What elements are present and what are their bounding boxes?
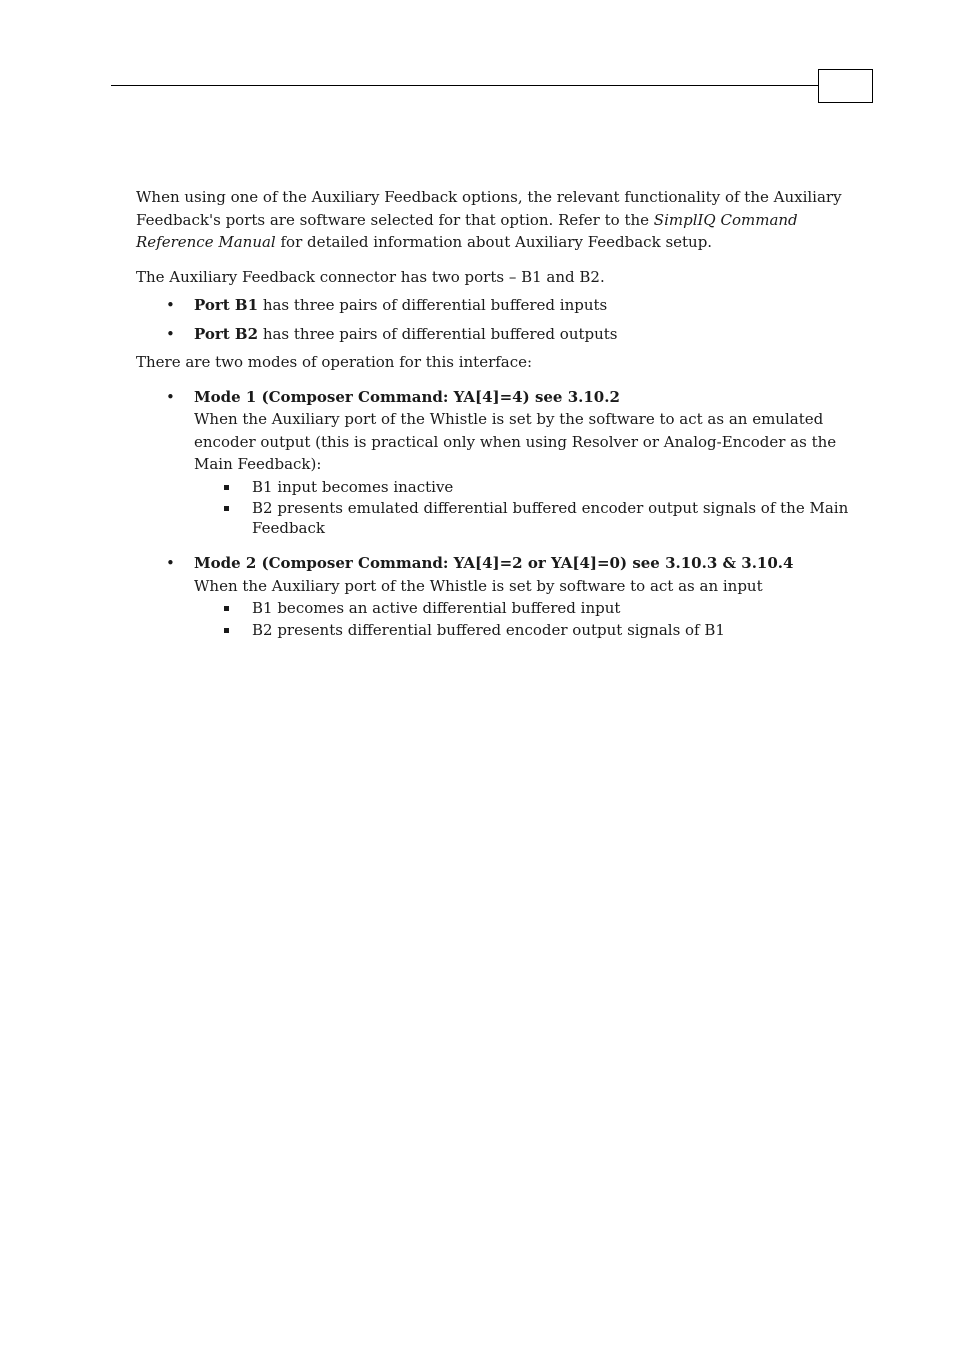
mode-1-subitem: B2 presents emulated differential buffered encoder output signals of the Main Feedback	[194, 499, 856, 538]
modes-list	[136, 386, 856, 641]
mode-1-subitem: B1 input becomes inactive	[194, 478, 856, 498]
mode-2-title: Mode 2 (Composer Command: YA[4]=2 or YA[4]=0) see 3.10.3 & 3.10.4	[194, 554, 794, 572]
port-b1-text: has three pairs of differential buffered inputs	[258, 296, 608, 314]
modes-intro: There are two modes of operation for this interface:	[136, 353, 533, 371]
mode-1-item	[136, 386, 856, 539]
port-b2-label: Port B2	[194, 324, 259, 343]
mode-2-subitem: B2 presents differential buffered encoder output signals of B1	[194, 621, 856, 641]
port-b1-label: Port B1	[194, 296, 259, 314]
port-b2-item	[136, 323, 856, 346]
mode-1-title: Mode 1 (Composer Command: YA[4]=4) see 3.10.2	[194, 387, 620, 406]
header-rule	[111, 85, 818, 86]
port-b1-item	[136, 294, 856, 317]
intro-paragraph	[136, 186, 856, 254]
mode-1-sublist	[194, 478, 856, 539]
manual-title: SimplIQ Command Reference Manual	[136, 210, 798, 251]
page-content	[136, 186, 856, 654]
ports-intro: The Auxiliary Feedback connector has two ports – B1 and B2.	[136, 267, 605, 286]
mode-2-subitem: B1 becomes an active differential buffered input	[194, 599, 856, 619]
mode-1-description: When the Auxiliary port of the Whistle is set by the software to act as an emulated encoder output (this is practical only when using Resolver or Analog-Encoder as the Main Feedback):	[194, 410, 837, 473]
intro-text-2: for detailed information about Auxiliary Feedback setup.	[275, 233, 713, 251]
mode-2-item	[136, 552, 856, 640]
port-b2-text: has three pairs of differential buffered outputs	[258, 324, 618, 343]
intro-text-1: When using one of the Auxiliary Feedback options, the relevant functionality of the Auxiliary Feedback's ports are software selected for that option. Refer to the	[136, 188, 842, 229]
ports-list	[136, 294, 856, 345]
mode-2-description: When the Auxiliary port of the Whistle is set by software to act as an input	[194, 576, 763, 595]
mode-2-sublist	[194, 599, 856, 640]
page-number-box	[818, 69, 873, 103]
